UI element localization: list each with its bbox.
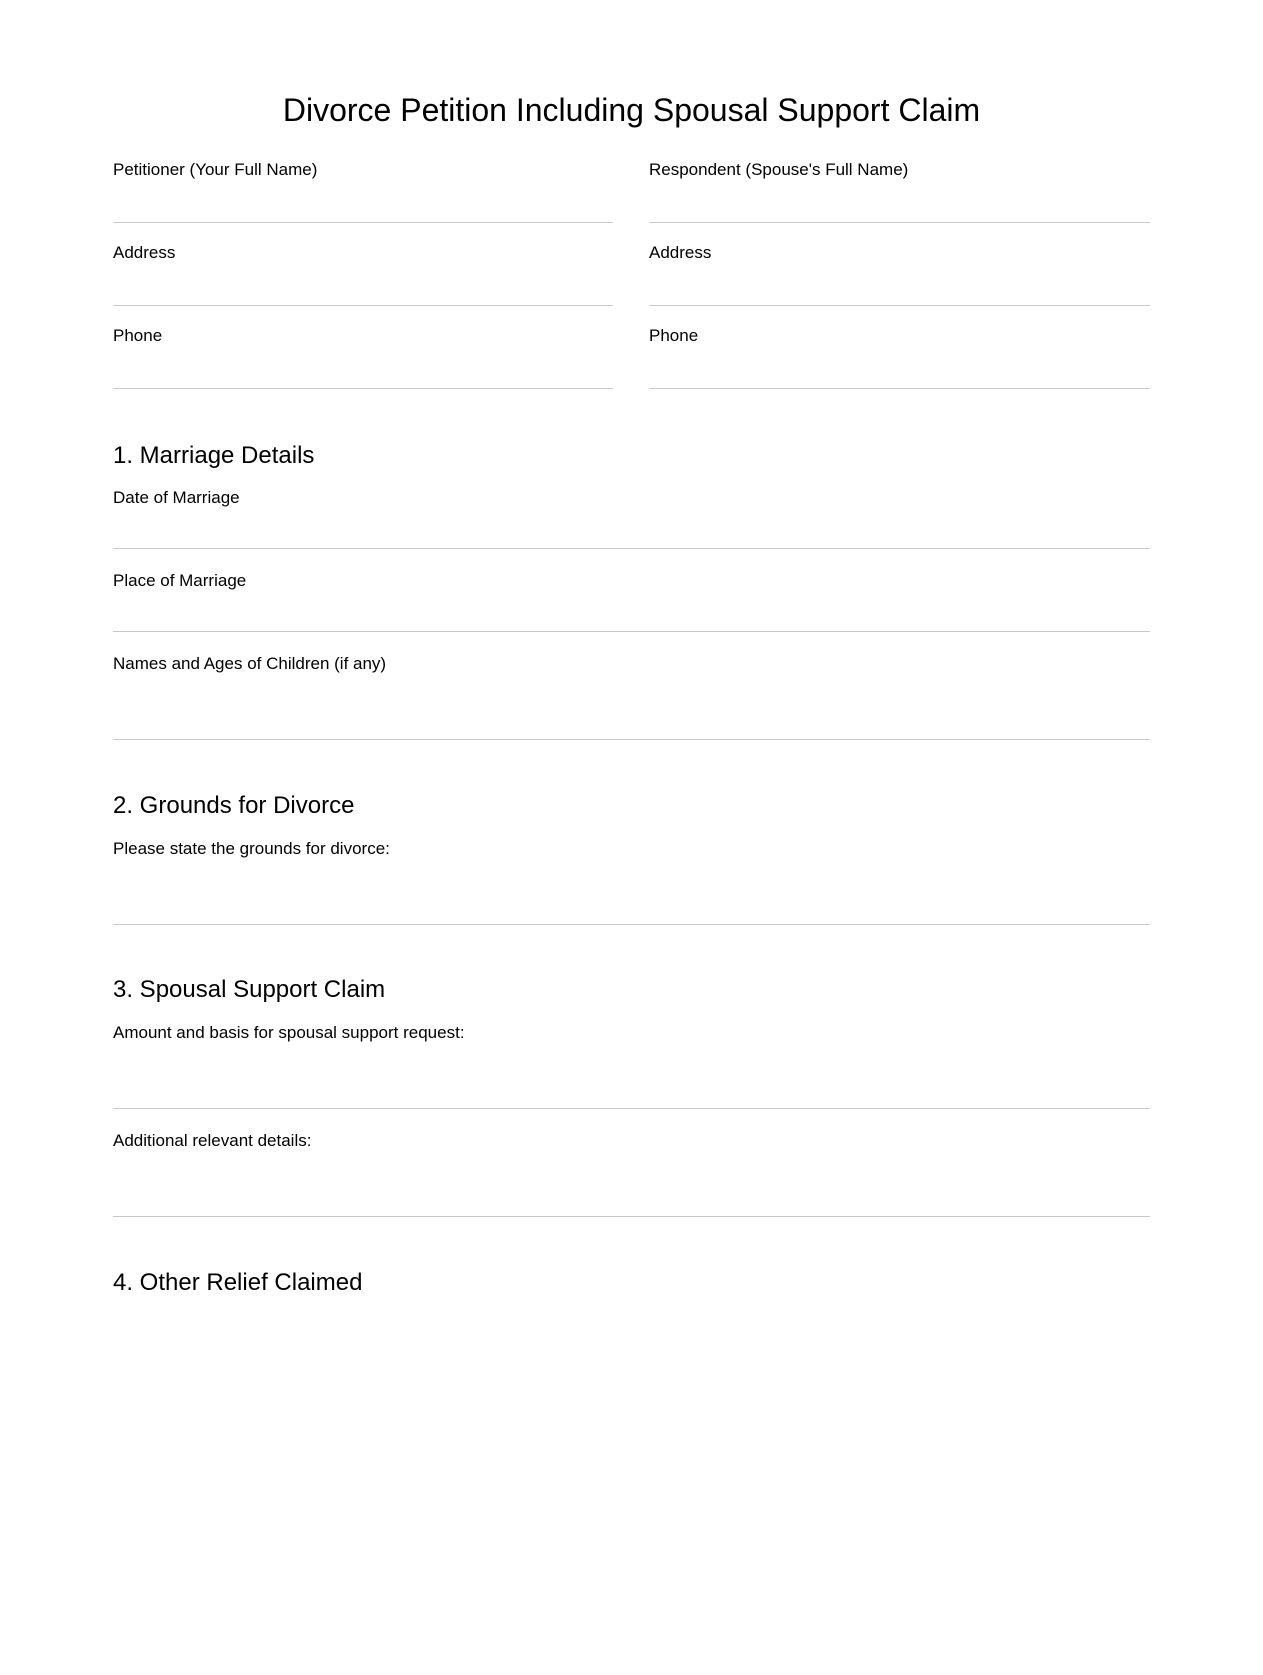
petitioner-name-label: Petitioner (Your Full Name) — [113, 160, 318, 179]
support-details-label: Additional relevant details: — [113, 1131, 312, 1150]
support-amount-field — [113, 1021, 1150, 1111]
form-page — [113, 0, 1150, 1675]
petitioner-phone-input[interactable] — [113, 388, 613, 389]
respondent-address-input[interactable] — [649, 305, 1150, 306]
respondent-address-field — [649, 241, 1150, 307]
section-heading-relief: 4. Other Relief Claimed — [113, 1269, 363, 1296]
children-input[interactable] — [113, 739, 1150, 740]
respondent-phone-input[interactable] — [649, 388, 1150, 389]
petitioner-name-field — [113, 158, 613, 224]
respondent-name-field — [649, 158, 1150, 224]
petitioner-name-input[interactable] — [113, 222, 613, 223]
marriage-place-field — [113, 569, 1150, 635]
section-heading-marriage: 1. Marriage Details — [113, 442, 315, 469]
petitioner-phone-field — [113, 324, 613, 390]
support-amount-input[interactable] — [113, 1108, 1150, 1109]
marriage-place-label: Place of Marriage — [113, 571, 247, 590]
children-label: Names and Ages of Children (if any) — [113, 654, 387, 673]
marriage-place-input[interactable] — [113, 631, 1150, 632]
grounds-label: Please state the grounds for divorce: — [113, 839, 390, 858]
children-field — [113, 652, 1150, 742]
petitioner-address-field — [113, 241, 613, 307]
support-details-field — [113, 1129, 1150, 1219]
respondent-name-input[interactable] — [649, 222, 1150, 223]
section-heading-support: 3. Spousal Support Claim — [113, 976, 386, 1003]
grounds-field — [113, 837, 1150, 927]
petitioner-address-input[interactable] — [113, 305, 613, 306]
respondent-address-label: Address — [649, 243, 712, 262]
form-title: Divorce Petition Including Spousal Support Claim — [282, 92, 981, 128]
grounds-input[interactable] — [113, 924, 1150, 925]
support-amount-label: Amount and basis for spousal support request: — [113, 1023, 465, 1042]
marriage-date-field — [113, 486, 1150, 552]
petitioner-address-label: Address — [113, 243, 176, 262]
respondent-name-label: Respondent (Spouse's Full Name) — [649, 160, 909, 179]
respondent-phone-field — [649, 324, 1150, 390]
section-heading-grounds: 2. Grounds for Divorce — [113, 792, 355, 819]
marriage-date-label: Date of Marriage — [113, 488, 240, 507]
marriage-date-input[interactable] — [113, 548, 1150, 549]
petitioner-phone-label: Phone — [113, 326, 163, 345]
support-details-input[interactable] — [113, 1216, 1150, 1217]
respondent-phone-label: Phone — [649, 326, 699, 345]
